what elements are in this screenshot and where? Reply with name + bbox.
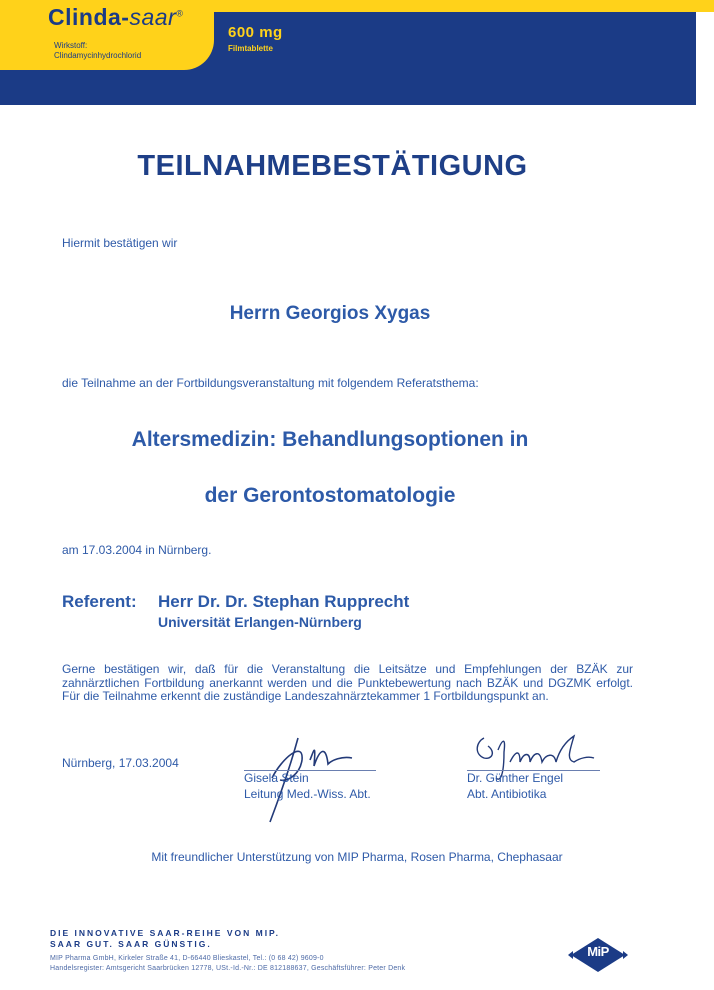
footer-address [50,954,405,974]
form-label: Filmtablette [228,44,273,53]
event-date: am 17.03.2004 in Nürnberg. [62,543,212,557]
intro-text: Hiermit bestätigen wir [62,236,178,250]
signatory-2-role: Abt. Antibiotika [467,787,547,801]
signed-place-date: Nürnberg, 17.03.2004 [62,756,179,770]
topic-line-1: Altersmedizin: Behandlungsoptionen in [131,428,529,451]
signatory-1-name: Gisela Stein [244,771,309,785]
referent-name: Herr Dr. Dr. Stephan Rupprecht [158,592,410,611]
slogan-line-1: DIE INNOVATIVE SAAR-REIHE VON MIP. [50,928,280,938]
ingredient-label: Wirkstoff: [54,41,88,50]
ingredient-info [54,41,141,61]
referent-label: Referent: [62,592,137,611]
brand-logo: Clinda-saar® [48,4,184,30]
page-title: TEILNAHMEBESTÄTIGUNG [137,150,528,182]
mip-logo-text: MiP [587,944,609,959]
slogan-line-2: SAAR GUT. SAAR GÜNSTIG. [50,938,212,949]
dose-label: 600 mg [228,24,283,41]
participation-text: die Teilnahme an der Fortbildungsveranstaltung mit folgendem Referatsthema: [62,376,479,390]
accreditation-paragraph: Gerne bestätigen wir, daß für die Veranstaltung die Leitsätze und Empfehlungen der BZÄK zur zahnärztlichen Fortbildung anerkannt werden und die Punktebewertung nach BZÄK und DGZMK erfolgt. Für die Teilnahme erkennt die zuständige Landeszahnärztekammer 1 Fortbildungspunkt an. [62,662,633,703]
support-text: Mit freundlicher Unterstützung von MIP Pharma, Rosen Pharma, Chephasaar [151,850,563,864]
recipient-name: Herrn Georgios Xygas [229,303,431,324]
topic-line-2: der Gerontostomatologie [204,484,456,507]
signatory-2-name: Dr. Günther Engel [467,771,564,785]
address-line-2: Handelsregister: Amtsgericht Saarbrücken 12778, USt.-Id.-Nr.: DE 812188637, Geschäftsführer: Peter Denk [50,965,406,972]
footer-slogan [50,928,280,949]
signatory-1-role: Leitung Med.-Wiss. Abt. [244,787,371,801]
ingredient-name: Clindamycinhydrochlorid [54,51,142,60]
address-line-1: MIP Pharma GmbH, Kirkeler Straße 41, D-66440 Blieskastel, Tel.: (0 68 42) 9609-0 [50,955,324,962]
referent-affiliation: Universität Erlangen-Nürnberg [158,614,362,630]
